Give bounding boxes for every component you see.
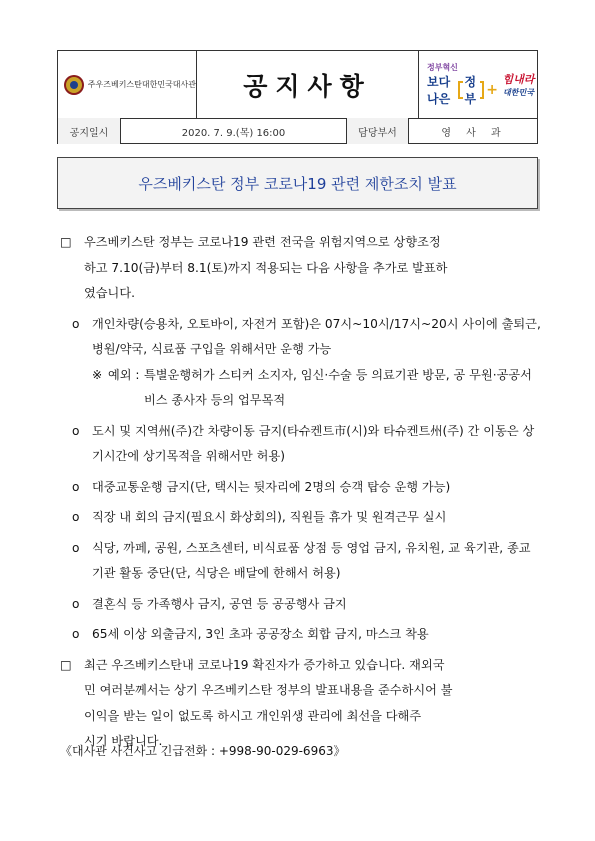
notice-subject: 우즈베키스탄 정부 코로나19 관련 제한조치 발표 — [57, 157, 538, 209]
exception-note — [58, 363, 542, 414]
gov-innovation-main — [427, 73, 498, 107]
circle-bullet-icon: ο — [72, 596, 80, 611]
text-line: 식당, 까페, 공원, 스포츠센터, 비식료품 상점 등 영업 금지, 유치원, 교 — [92, 540, 461, 555]
intro-paragraph — [58, 230, 542, 307]
text-line: 개인차량(승용차, 오토바이, 자전거 포함)은 07시~10시/17시~20시 사이에 — [92, 316, 498, 331]
header-row-info — [58, 118, 537, 144]
circle-bullet-icon: ο — [72, 423, 80, 438]
plus-icon: + — [486, 82, 498, 98]
text-line: 결혼식 등 가족행사 금지, 공연 등 공공행사 금지 — [92, 596, 347, 611]
header-row-top — [58, 51, 537, 119]
text-line: 시기 바랍니다. — [84, 734, 163, 748]
title-cell — [196, 51, 418, 118]
gov-innovation-main-b: 정부 — [464, 75, 477, 106]
text-line: 였습니다. — [84, 286, 135, 300]
text-line: 우즈베키스탄 정부는 코로나19 관련 전국을 위험지역으로 상향조정 — [84, 235, 441, 249]
text-line: 최근 우즈베키스탄내 코로나19 확진자가 증가하고 있습니다. 재외국 — [84, 657, 445, 672]
emergency-contact: 《대사관 사건사고 긴급전화 : +998-90-029-6963》 — [60, 744, 346, 758]
bracket-right-icon — [480, 81, 484, 99]
list-item — [58, 622, 542, 648]
list-item — [58, 536, 542, 587]
text-line: 하고 7.10(금)부터 8.1(토)까지 적용되는 다음 사항을 추가로 발표하 — [84, 260, 448, 275]
page-title: 공지사항 — [243, 71, 372, 101]
text-line: 무원·공공서비스 종사자 등의 업무목적 — [144, 367, 532, 407]
circle-bullet-icon: ο — [72, 627, 80, 641]
text-line: 65세 이상 외출금지, 3인 초과 공공장소 회합 금지, 마스크 착용 — [92, 627, 429, 641]
square-bullet-icon: □ — [60, 657, 72, 672]
list-item — [58, 475, 542, 501]
cheer-korea-text-b: 대한민국 — [503, 88, 534, 97]
gov-innovation-small-text: 정부혁신 — [427, 63, 458, 72]
text-line: 도시 및 지역州(주)간 차량이동 금지(타슈켄트市(시)와 타슈켄트州(주) 간 — [92, 423, 480, 438]
notice-body — [58, 230, 542, 755]
circle-bullet-icon: ο — [72, 510, 80, 524]
text-line: 이익을 받는 일이 없도록 하시고 개인위생 관리에 최선을 다해주 — [84, 708, 422, 723]
gov-innovation-logo — [418, 51, 498, 118]
embassy-cell — [58, 51, 196, 118]
list-item — [58, 505, 542, 531]
embassy-name: 주우즈베키스탄대한민국대사관 — [87, 80, 196, 89]
text-line: 민 여러분께서는 상기 우즈베키스탄 정부의 발표내용을 준수하시어 불 — [84, 683, 453, 697]
text-line: 육기관, 종교기관 활동 중단(단, 식당은 배달에 한해서 허용) — [92, 540, 531, 580]
square-bullet-icon: □ — [60, 235, 72, 249]
date-label: 공지일시 — [58, 118, 120, 144]
gov-innovation-main-a: 보다 나은 — [427, 75, 451, 106]
text-line: 특별운행허가 스티커 소지자, 임신·수술 등 의료기관 방문, 공 — [144, 367, 466, 382]
dept-label: 담당부서 — [346, 118, 408, 144]
bracket-left-icon — [458, 81, 462, 99]
text-line: 이동은 상기시간에 상기목적을 위해서만 허용) — [92, 423, 535, 463]
reference-mark-icon: ※ — [92, 367, 103, 382]
closing-paragraph — [58, 653, 542, 755]
circle-bullet-icon: ο — [72, 316, 80, 331]
text-line: 대중교통운행 금지(단, 택시는 뒷자리에 2명의 승객 탑승 운행 가능) — [92, 479, 451, 494]
text-line: 출퇴근, 병원/약국, 식료품 구입을 위해서만 운행 가능 — [92, 316, 541, 356]
list-item — [58, 419, 542, 470]
circle-bullet-icon: ο — [72, 540, 80, 555]
government-emblem-icon — [64, 75, 84, 95]
list-item — [58, 312, 542, 363]
notice-header-table — [57, 50, 538, 144]
exception-label: 예외 : — [108, 367, 140, 382]
date-value: 2020. 7. 9.(목) 16:00 — [120, 118, 346, 144]
cheer-korea-logo — [498, 51, 539, 118]
cheer-korea-text-a: 힘내라 — [502, 73, 535, 86]
text-line: 직장 내 회의 금지(필요시 화상회의), 직원들 휴가 및 원격근무 실시 — [92, 510, 447, 524]
list-item — [58, 592, 542, 618]
circle-bullet-icon: ο — [72, 479, 80, 494]
dept-value: 영 사 과 — [408, 118, 539, 144]
